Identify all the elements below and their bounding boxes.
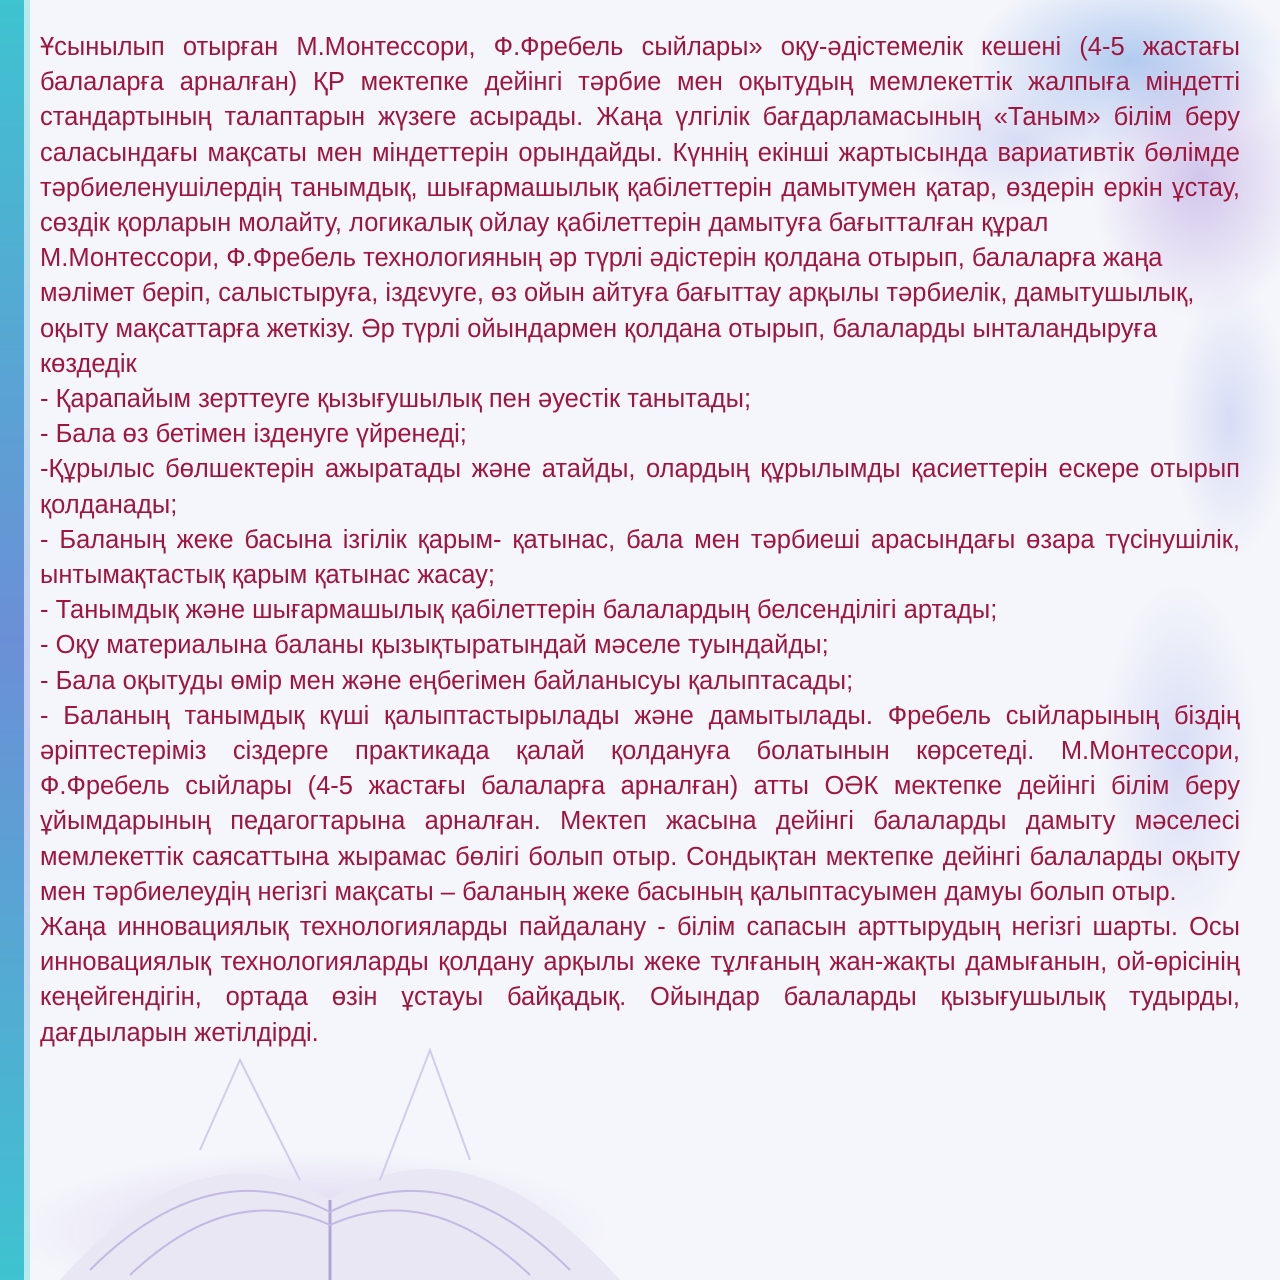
list-item: - Бала өз бетімен ізденуге үйренеді; bbox=[40, 420, 467, 449]
paragraph-innovation: Жаңа инновациялық технологияларды пайдалану - білім сапасын арттырудың негізгі шарты. Осы инновациялық технологияларды қолдану арқылы жеке тұлғаның жан-жақты дамығанын, ой-өрісінің кеңейгендігін, ортада өзін ұстауы байқадық. Ойындар балаларды қызығушылық тудырды, дағдыларын жетілдірді. bbox=[40, 913, 1240, 1047]
paragraph-development: - Баланың танымдық күші қалыптастырылады және дамытылады. Фребель сыйларының біздің әріптестеріміз сіздерге практикада қалай қолдануға болатынын көрсетеді. М.Монтессори, Ф.Фребель сыйлары (4-5 жастағы балаларға арналған) атты ОӘК мектепке дейінгі білім беру ұйымдарының педагогтарына арналған. Мектеп жасына дейінгі балаларды дамыту мәселесі мемлекеттік саясаттына жырамас бөлігі болып отыр. Сондықтан мектепке дейінгі балаларды оқыту мен тәрбиелеудің негізгі мақсаты – баланың жеке басының қалыптасуымен дамуы болып отыр. bbox=[40, 701, 1240, 906]
left-border-stripe bbox=[0, 0, 24, 1280]
paragraph-methods: М.Монтессори, Ф.Фребель технологияның әр түрлі әдістерін қолдана отырып, балаларға жаңа мәлімет беріп, салыстыруға, іздενуге, өз ойын айтуға бағыттау арқылы тәрбиелік, дамытушылық, оқыту мақсаттарға жеткізу. Әр түрлі ойындармен қолдана отырып, балаларды ынталандыруға көздедік bbox=[40, 244, 1195, 378]
list-item: - Оқу материалына баланы қызықтыратындай мәселе туындайды; bbox=[40, 631, 829, 660]
document-body bbox=[40, 30, 1240, 1051]
list-item: - Баланың жеке басына ізгілік қарым- қатынас, бала мен тәрбиеші арасындағы өзара түсінушілік, ынтымақтастық қарым қатынас жасау; bbox=[40, 525, 1240, 590]
list-item: - Танымдық және шығармашылық қабілеттерін балалардың белсенділігі артады; bbox=[40, 596, 998, 625]
list-item: - Қарапайым зерттеуге қызығушылық пен әуестік танытады; bbox=[40, 385, 752, 414]
paragraph-intro: Ұсынылып отырған М.Монтессори, Ф.Фребель сыйлары» оқу-әдістемелік кешені (4-5 жастағы балаларға арналған) ҚР мектепке дейінгі тәрбие мен оқытудың мемлекеттік жалпыға міндетті стандартының талаптарын жүзеге асырады. Жаңа үлгілік бағдарламасының «Таным» білім беру саласындағы мақсаты мен міндеттерін орындайды. Күннің екінші жартысында вариативтік бөлімде тәрбиеленушілердің танымдық, шығармашылық қабілеттерін дамытумен қатар, өздерін еркін ұстау, сөздік қорларын молайту, логикалық ойлау қабілеттерін дамытуға бағытталған құрал bbox=[40, 33, 1240, 238]
left-border-inner-stripe bbox=[24, 0, 30, 1280]
open-book-icon bbox=[10, 1050, 620, 1280]
list-item: -Құрылыс бөлшектерін ажыратады және атайды, олардың құрылымды қасиеттерін ескере отырып қолданады; bbox=[40, 455, 1240, 519]
list-item: - Бала оқытуды өмір мен және еңбегімен байланысуы қалыптасады; bbox=[40, 666, 854, 695]
